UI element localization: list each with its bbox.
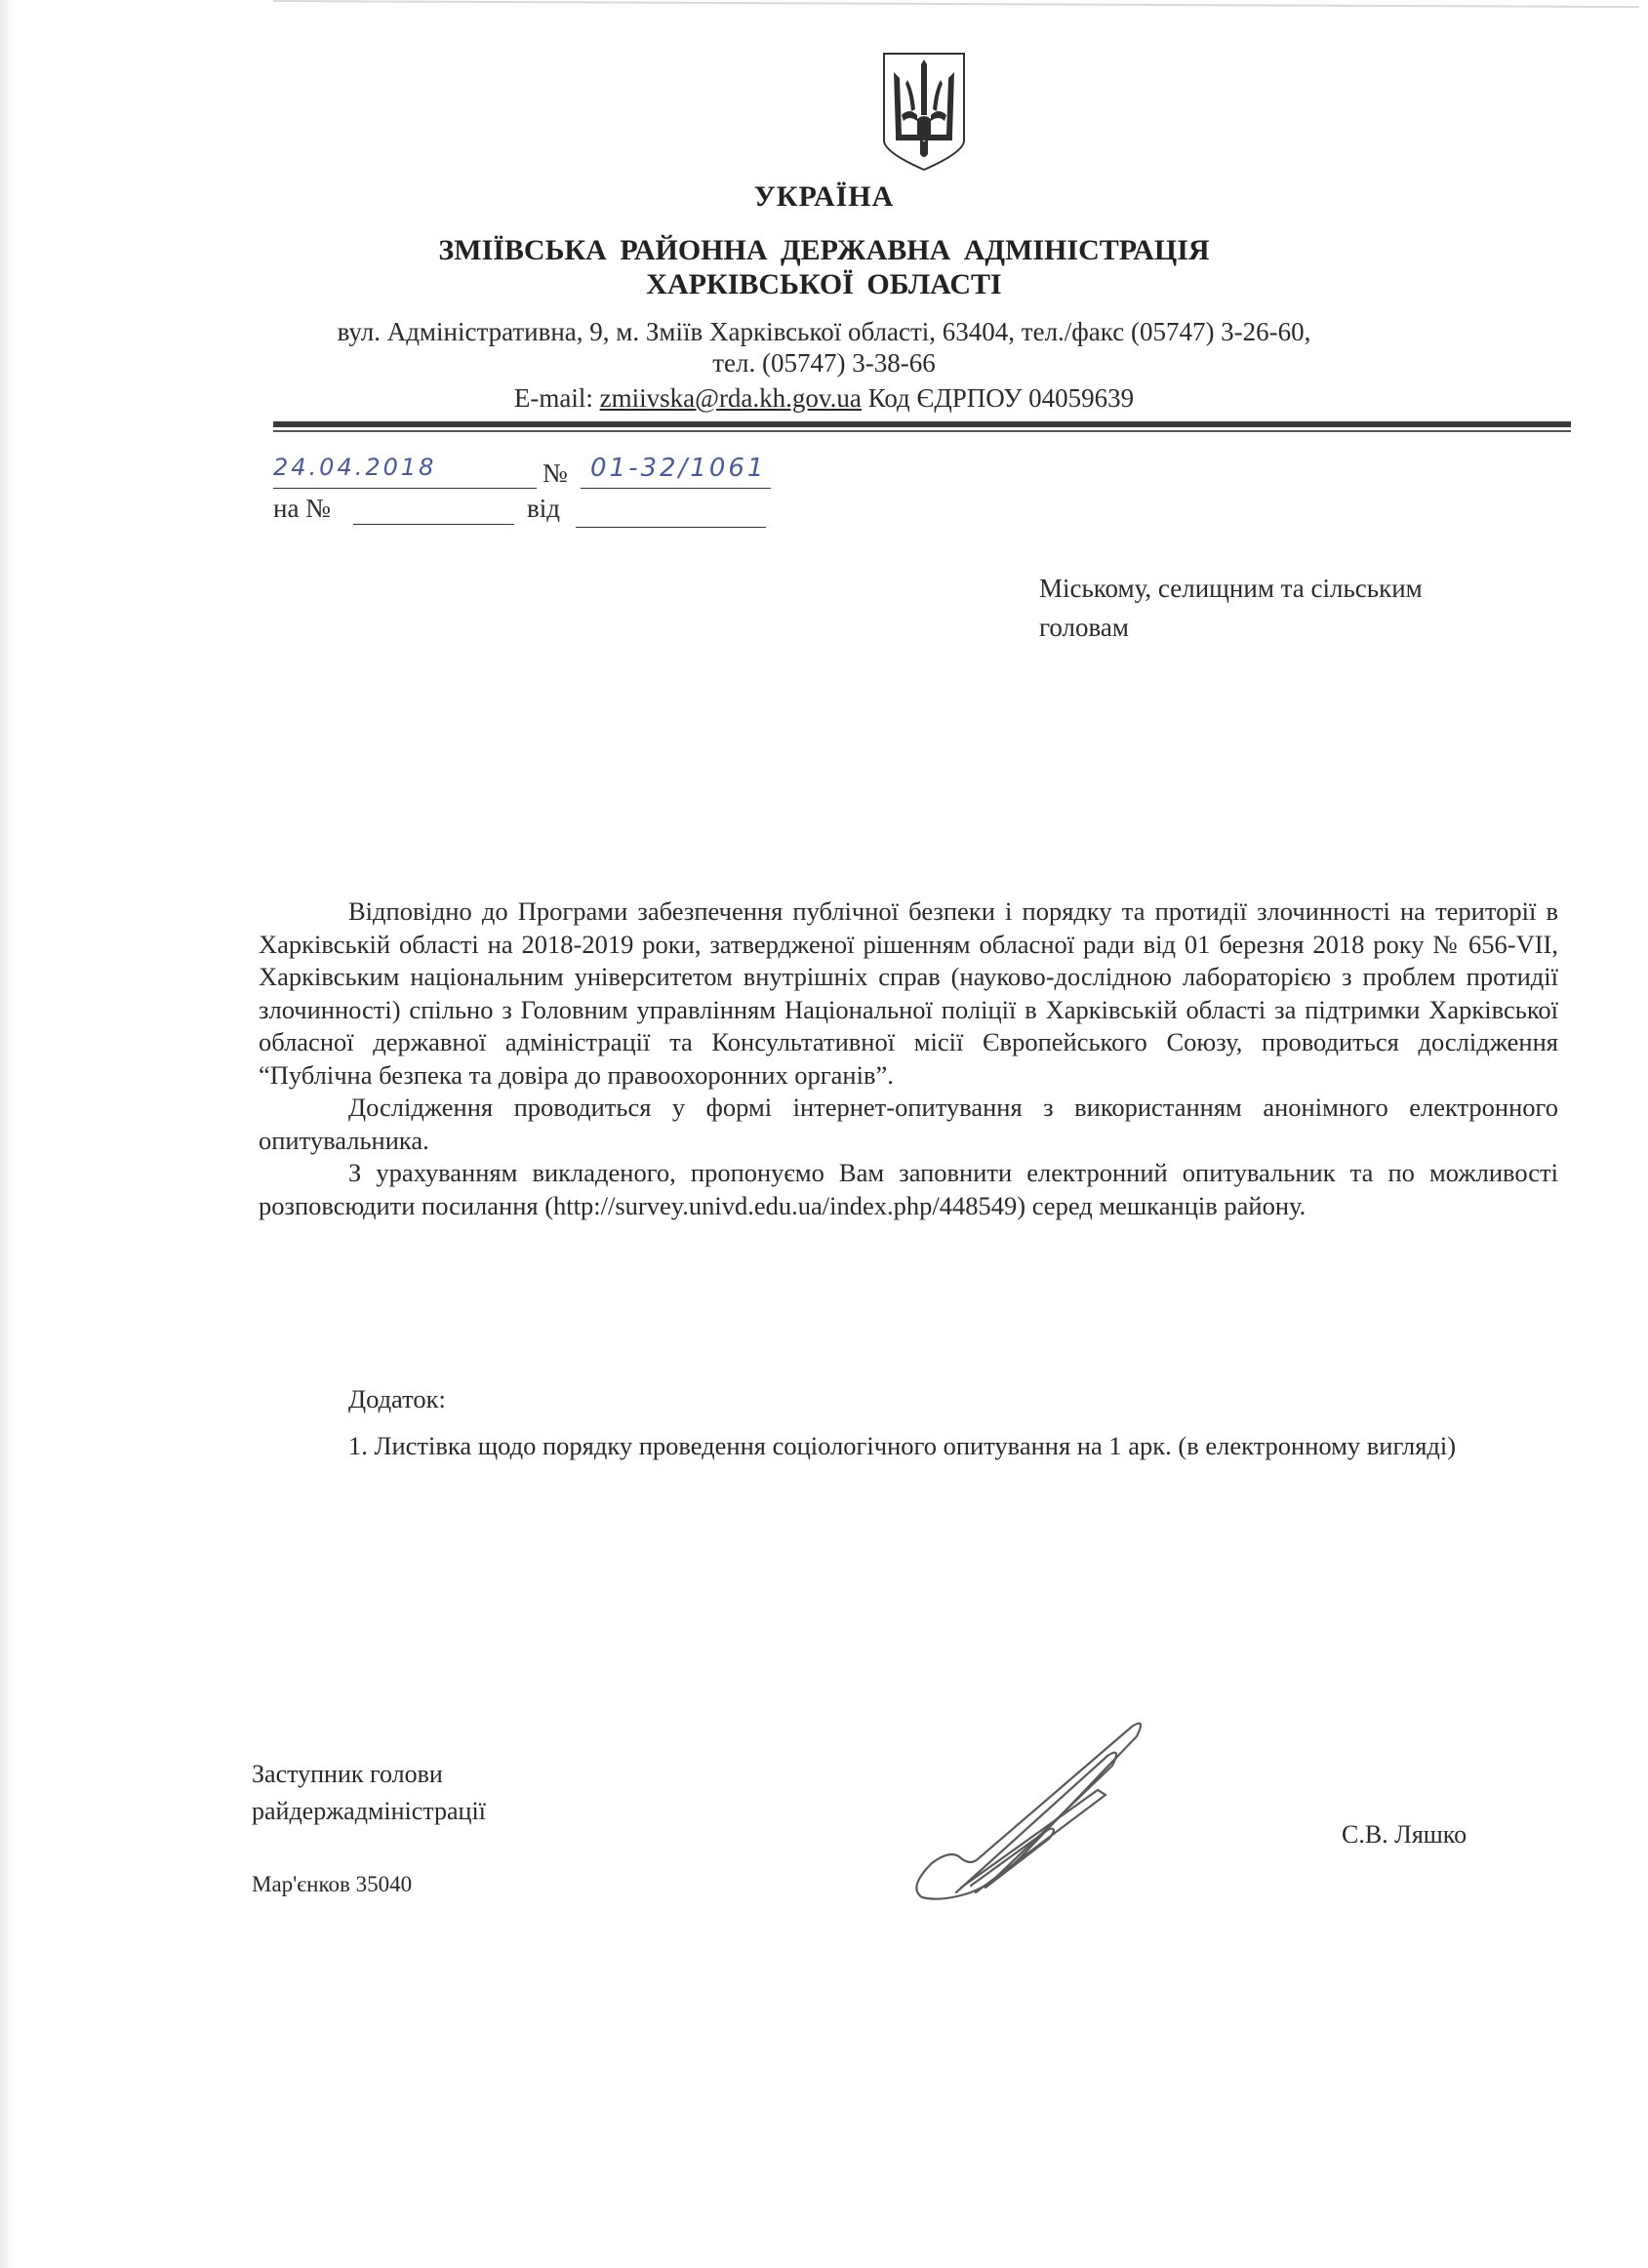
- email-label: E-mail:: [513, 383, 593, 413]
- date-underline: [273, 488, 537, 489]
- country-name: УКРАЇНА: [753, 180, 895, 213]
- body-paragraph-3: З урахуванням викладеного, пропонуємо Вам заповнити електронний опитувальник та по можливості розповсюдити посилання (http://survey.univd.edu.ua/index.php/448549) серед мешканців району.: [259, 1158, 1558, 1220]
- outgoing-number: 01-32/1061: [590, 454, 767, 483]
- appendix-label: Додаток:: [348, 1384, 446, 1413]
- address-line1: вул. Адміністративна, 9, м. Зміїв Харківської області, 63404, тел./факс (05747) 3-26-60,: [337, 317, 1311, 346]
- letter-body: [259, 895, 1558, 1222]
- appendix-item-1: 1. Листівка щодо порядку проведення соціологічного опитування на 1 арк. (в електронному вигляді): [348, 1430, 1457, 1460]
- handwritten-signature-icon: [903, 1702, 1156, 1912]
- body-paragraph-1: Відповідно до Програми забезпечення публічної безпеки і порядку та протидії злочинності на території в Харківській області на 2018-2019 роки, затвердженої рішенням обласної ради від 01 березня 2018 року № 656-VII, Харківським національним університетом внутрішніх справ (науково-дослідною лабораторією з проблем протидії злочинності) спільно з Головним управлінням Національної поліції в Харківській області за підтримки Харківської обласної державної адміністрації та Консультативної місії Європейського Союзу, проводиться дослідження “Публічна безпека та довіра до правоохоронних органів”.: [259, 896, 1558, 1090]
- signatory-name: С.В. Ляшко: [1342, 1820, 1467, 1849]
- appendix-block: [259, 1383, 1558, 1462]
- reply-to-value: [351, 494, 512, 523]
- tryzub-coat-of-arms-icon: [880, 51, 968, 173]
- from-value: [576, 494, 766, 523]
- addressee-block: [1039, 569, 1547, 647]
- reply-to-label: на №: [273, 494, 331, 523]
- body-paragraph-2: Дослідження проводиться у формі інтернет-опитування з використанням анонімного електронного опитувальника.: [259, 1093, 1558, 1155]
- organization-name-line2: ХАРКІВСЬКОЇ ОБЛАСТІ: [646, 268, 1002, 300]
- reply-to-underline: [353, 524, 514, 525]
- outgoing-date: 24.04.2018: [273, 454, 437, 481]
- from-label: від: [527, 494, 560, 523]
- signatory-position: [252, 1756, 486, 1830]
- edrpou-code: Код ЄДРПОУ 04059639: [867, 383, 1135, 413]
- contact-line: [0, 383, 1648, 414]
- address-line2: тел. (05747) 3-38-66: [712, 348, 936, 378]
- addressee-line1: Міському, селищним та сільським: [1039, 574, 1423, 603]
- signatory-position-line1: Заступник голови: [252, 1760, 443, 1788]
- executor-info: Мар'єнков 35040: [252, 1872, 413, 1896]
- signatory-position-line2: райдержадміністрації: [252, 1797, 486, 1825]
- header-divider-thin: [273, 430, 1571, 432]
- email-link[interactable]: zmiivska@rda.kh.gov.ua: [599, 383, 862, 413]
- addressee-line2: головам: [1039, 613, 1129, 642]
- scan-top-artifact: [273, 0, 1639, 18]
- from-underline: [576, 527, 766, 528]
- organization-name-line1: ЗМІЇВСЬКА РАЙОННА ДЕРЖАВНА АДМІНІСТРАЦІЯ: [438, 234, 1210, 266]
- number-underline: [581, 488, 771, 489]
- header-divider-thick: [273, 421, 1571, 427]
- number-label: №: [543, 458, 568, 488]
